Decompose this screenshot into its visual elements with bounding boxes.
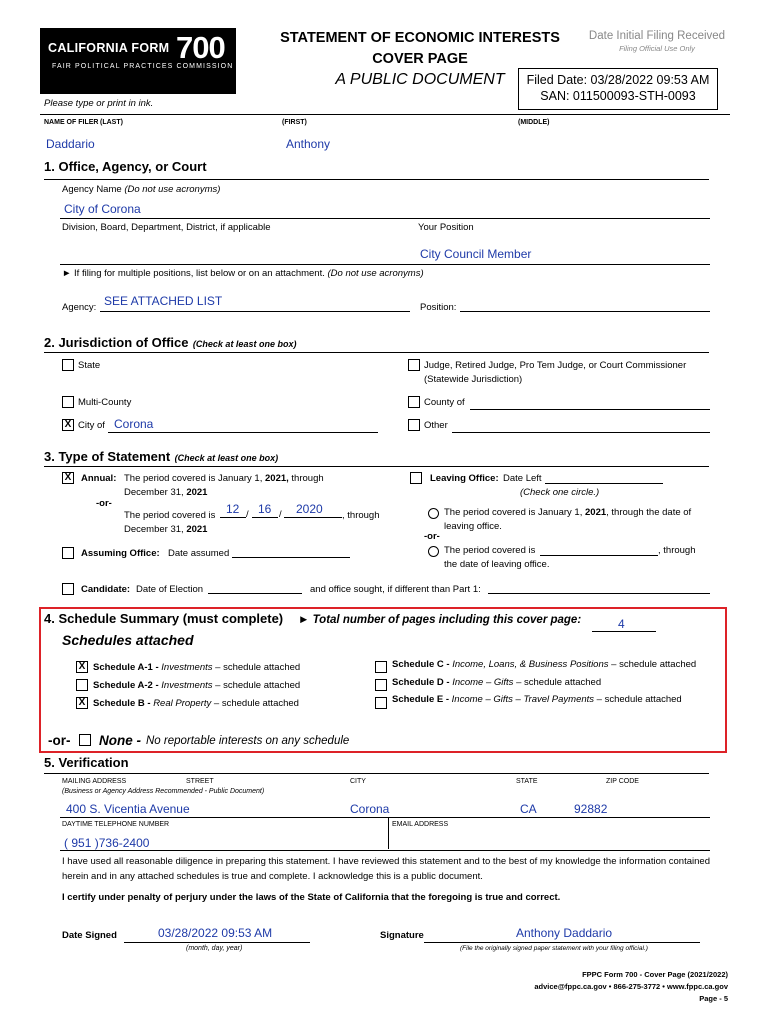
annual-text-2: December 31, 2021 [124, 487, 208, 498]
mailing-address-label: MAILING ADDRESS [62, 778, 127, 785]
candidate-label: Candidate: [81, 584, 131, 595]
state-label: State [78, 360, 101, 371]
candidate-office-underline [488, 593, 710, 594]
divider [40, 114, 730, 115]
date-signed-underline [124, 942, 310, 943]
multi-county-checkbox[interactable] [62, 396, 74, 408]
candidate-text: Date of Election [136, 584, 204, 595]
footer-contact: advice@fppc.ca.gov • 866-275-3772 • www.fppc.ca.gov [534, 982, 728, 991]
schedule-c-checkbox[interactable] [375, 661, 387, 673]
assuming-underline [232, 557, 350, 558]
footer-form-id: FPPC Form 700 - Cover Page (2021/2022) [582, 970, 728, 979]
city-column-label: CITY [350, 778, 366, 785]
leaving-option-1: The period covered is January 1, 2021, through the date of [444, 507, 692, 518]
none-checkbox[interactable] [79, 734, 91, 746]
leaving-option-2-through: , through [658, 545, 696, 556]
certify-statement: I certify under penalty of perjury under the laws of the State of California that the foregoing is true and correct. [62, 892, 561, 903]
leaving-option-1-radio[interactable] [428, 508, 439, 519]
schedule-a2-label: Schedule A-2 - Investments – schedule attached [93, 680, 301, 691]
leaving-checkbox[interactable] [410, 472, 422, 484]
underline [252, 517, 278, 518]
diligence-statement: I have used all reasonable diligence in preparing this statement. I have reviewed this statement and to the best of my knowledge the information contained [62, 856, 710, 867]
date-format-note: (month, day, year) [186, 945, 243, 952]
signature-underline [424, 942, 700, 943]
signature-value[interactable]: Anthony Daddario [516, 926, 613, 940]
filer-first-name[interactable]: Anthony [286, 137, 331, 151]
leaving-text: Date Left [503, 473, 542, 484]
agency-name-label: Agency Name (Do not use acronyms) [62, 184, 221, 195]
city-checkbox[interactable]: X [62, 419, 74, 431]
annual-label: Annual: [81, 473, 117, 484]
city-value-5[interactable]: Corona [350, 802, 390, 816]
county-checkbox[interactable] [408, 396, 420, 408]
other-underline [452, 432, 710, 433]
city-underline [108, 432, 378, 433]
period-month[interactable]: 12 [226, 502, 240, 516]
state-column-label: STATE [516, 778, 538, 785]
schedule-b-label: Schedule B - Real Property – schedule attached [93, 698, 299, 709]
schedule-a1-checkbox[interactable]: X [76, 661, 88, 673]
agency2-underline [100, 311, 410, 312]
filer-last-name[interactable]: Daddario [46, 137, 95, 151]
county-underline [470, 409, 710, 410]
total-pages-label: ► Total number of pages including this cover page: [298, 614, 582, 626]
judge-label-2: (Statewide Jurisdiction) [424, 374, 523, 385]
date-signed-label: Date Signed [62, 930, 117, 941]
schedule-e-checkbox[interactable] [375, 697, 387, 709]
period-text: The period covered is [124, 510, 216, 521]
none-desc: No reportable interests on any schedule [146, 735, 350, 747]
slash: / [279, 509, 282, 520]
public-document-label: A PUBLIC DOCUMENT [335, 71, 505, 88]
section-3-heading: 3. Type of Statement (Check at least one box) [44, 449, 279, 464]
schedule-d-checkbox[interactable] [375, 679, 387, 691]
divider [44, 773, 709, 774]
none-label: None - [99, 733, 141, 748]
position-underline [60, 264, 710, 265]
multiple-positions-note: ► If filing for multiple positions, list below or on an attachment. (Do not use acronyms) [62, 268, 424, 279]
mailing-note: (Business or Agency Address Recommended - Public Document) [62, 788, 265, 795]
divider [44, 179, 709, 180]
first-label: (FIRST) [282, 119, 307, 126]
agency-underline [60, 218, 710, 219]
document-title: STATEMENT OF ECONOMIC INTERESTS [280, 30, 560, 46]
leaving-option-1-line2: leaving office. [444, 521, 502, 532]
section-4-heading: 4. Schedule Summary (must complete) [44, 611, 284, 626]
agency2-label: Agency: [62, 302, 97, 313]
schedule-c-label: Schedule C - Income, Loans, & Business Positions – schedule attached [392, 659, 697, 670]
street-value[interactable]: 400 S. Vicentia Avenue [66, 802, 190, 816]
or-label: -or- [96, 498, 112, 509]
underline [220, 517, 246, 518]
filer-name-label: NAME OF FILER [44, 119, 99, 126]
address-underline [60, 817, 710, 818]
city-label: City of [78, 420, 105, 431]
leaving-option-2-line2: the date of leaving office. [444, 559, 550, 570]
candidate-date-underline [208, 593, 302, 594]
total-pages-value[interactable]: 4 [618, 617, 625, 631]
form-label: CALIFORNIA FORM [48, 41, 170, 55]
phone-underline [60, 850, 710, 851]
division-label: Division, Board, Department, District, if applicable [62, 222, 271, 233]
judge-label: Judge, Retired Judge, Pro Tem Judge, or Court Commissioner [424, 360, 687, 371]
signature-note: (File the originally signed paper statement with your filing official.) [460, 945, 648, 952]
position-label: Your Position [418, 222, 474, 233]
section-5-heading: 5. Verification [44, 755, 129, 770]
section-1-heading: 1. Office, Agency, or Court [44, 159, 207, 174]
annual-checkbox[interactable]: X [62, 472, 74, 484]
position2-underline [460, 311, 710, 312]
commission-name: FAIR POLITICAL PRACTICES COMMISSION [52, 63, 234, 70]
san-number: SAN: 011500093-STH-0093 [540, 89, 696, 103]
assuming-label: Assuming Office: [81, 548, 160, 559]
position2-label: Position: [420, 302, 457, 313]
annual-text: The period covered is January 1, 2021, through [124, 473, 324, 484]
assuming-checkbox[interactable] [62, 547, 74, 559]
leaving-underline [545, 483, 663, 484]
phone-value[interactable]: ( 951 )736-2400 [64, 836, 150, 850]
zip-column-label: ZIP CODE [606, 778, 639, 785]
assuming-text: Date assumed [168, 548, 230, 559]
divider [44, 352, 709, 353]
last-label: (LAST) [100, 119, 123, 126]
schedule-a1-label: Schedule A-1 - Investments – schedule attached [93, 662, 301, 673]
candidate-checkbox[interactable] [62, 583, 74, 595]
agency-name-value[interactable]: City of Corona [64, 202, 141, 216]
filed-stamp [518, 68, 718, 110]
schedules-attached-heading: Schedules attached [62, 632, 194, 648]
leaving-option-2: The period covered is [444, 545, 536, 556]
position-value[interactable]: City Council Member [420, 247, 532, 261]
form-logo [40, 28, 236, 94]
signature-label: Signature [380, 930, 424, 941]
email-label: EMAIL ADDRESS [392, 821, 449, 828]
schedule-b-checkbox[interactable]: X [76, 697, 88, 709]
state-checkbox[interactable] [62, 359, 74, 371]
phone-label: DAYTIME TELEPHONE NUMBER [62, 821, 170, 828]
print-note: Please type or print in ink. [44, 98, 154, 109]
period-year[interactable]: 2020 [296, 502, 323, 516]
divider [44, 466, 709, 467]
leaving-label: Leaving Office: [430, 473, 499, 484]
date-received-label: Date Initial Filing Received [588, 30, 726, 42]
filed-date: Filed Date: 03/28/2022 09:53 AM [526, 73, 710, 87]
form-number: 700 [176, 30, 225, 65]
document-subtitle: COVER PAGE [372, 51, 468, 67]
other-checkbox[interactable] [408, 419, 420, 431]
none-or-label: -or- [48, 733, 71, 748]
total-pages-underline [592, 631, 656, 632]
divider [388, 817, 389, 849]
candidate-text-2: and office sought, if different than Part 1: [310, 584, 481, 595]
date-signed-value[interactable]: 03/28/2022 09:53 AM [158, 926, 273, 940]
schedule-e-label: Schedule E - Income – Gifts – Travel Payments – schedule attached [392, 694, 682, 705]
footer-page-number: Page - 5 [699, 994, 728, 1003]
multi-county-label: Multi-County [78, 397, 132, 408]
state-value[interactable]: CA [520, 802, 537, 816]
schedule-a2-checkbox[interactable] [76, 679, 88, 691]
diligence-statement-2: herein and in any attached schedules is true and complete. I acknowledge this is a public document. [62, 871, 483, 882]
slash: / [246, 509, 249, 520]
period-through: , through [342, 510, 380, 521]
leaving-option-2-radio[interactable] [428, 546, 439, 557]
county-label: County of [424, 397, 465, 408]
judge-checkbox[interactable] [408, 359, 420, 371]
check-one-label: (Check one circle.) [520, 487, 600, 498]
period-day[interactable]: 16 [258, 502, 272, 516]
middle-label: (MIDDLE) [518, 119, 550, 126]
leaving-or-label: -or- [424, 531, 440, 542]
underline [284, 517, 342, 518]
city-value[interactable]: Corona [114, 417, 154, 431]
official-use-label: Filing Official Use Only [619, 44, 695, 53]
zip-value[interactable]: 92882 [574, 802, 608, 816]
agency2-value[interactable]: SEE ATTACHED LIST [104, 294, 223, 308]
other-label: Other [424, 420, 448, 431]
section-2-heading: 2. Jurisdiction of Office (Check at least one box) [44, 335, 297, 350]
period-text-2: December 31, 2021 [124, 524, 208, 535]
street-label: STREET [186, 778, 214, 785]
schedule-d-label: Schedule D - Income – Gifts – schedule attached [392, 677, 602, 688]
leaving-option-2-underline [540, 555, 658, 556]
